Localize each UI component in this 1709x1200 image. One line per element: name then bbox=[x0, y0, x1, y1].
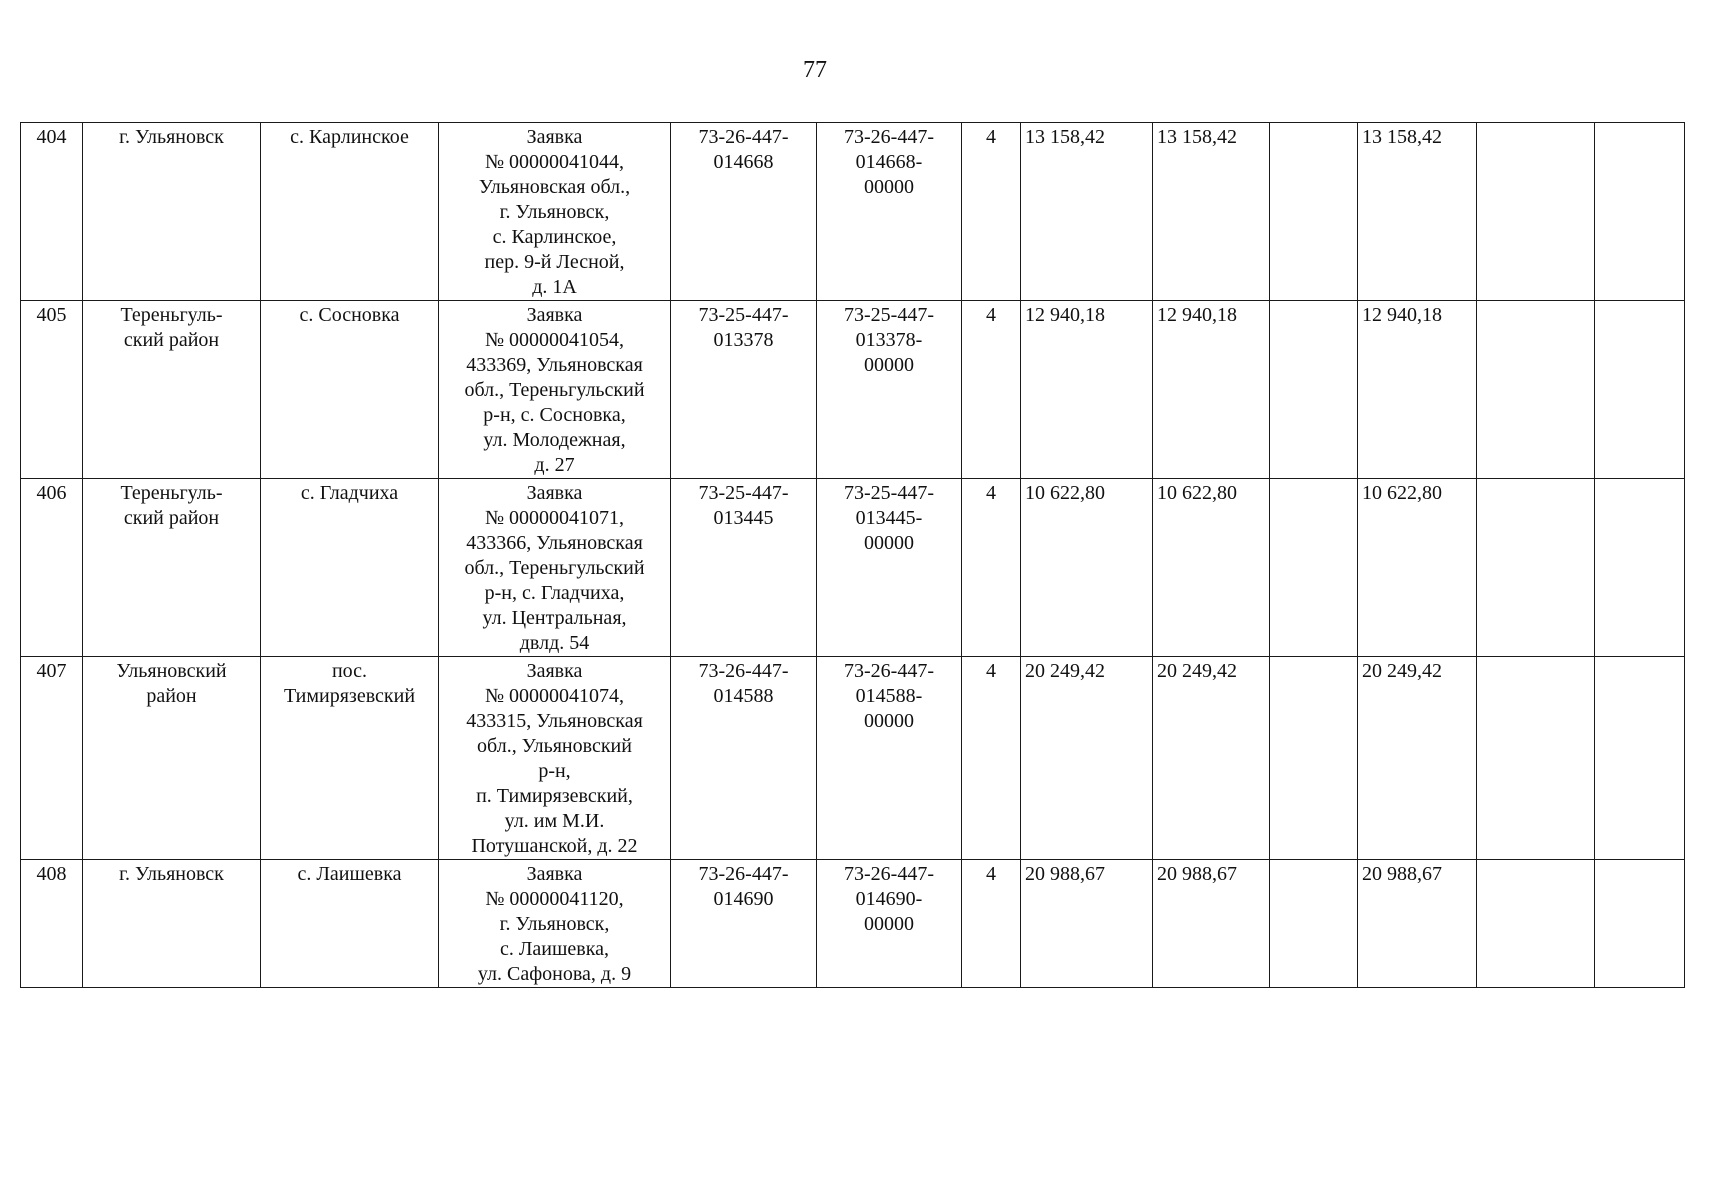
cell-extra-a bbox=[1477, 301, 1595, 479]
cell-district: Тереньгуль- ский район bbox=[83, 479, 261, 657]
cell-locality: пос. Тимирязевский bbox=[261, 657, 439, 860]
cell-address: Заявка № 00000041071, 433366, Ульяновская обл., Тереньгульский р-н, с. Гладчиха, ул. Центральная, двлд. 54 bbox=[439, 479, 671, 657]
cell-amount-d: 20 249,42 bbox=[1358, 657, 1477, 860]
cell-amount-b: 13 158,42 bbox=[1153, 123, 1270, 301]
cell-amount-a: 12 940,18 bbox=[1021, 301, 1153, 479]
cell-amount-c bbox=[1270, 479, 1358, 657]
table-row bbox=[21, 860, 1685, 988]
cell-extra-a bbox=[1477, 123, 1595, 301]
cell-address: Заявка № 00000041120, г. Ульяновск, с. Лаишевка, ул. Сафонова, д. 9 bbox=[439, 860, 671, 988]
cell-extra-b bbox=[1595, 657, 1685, 860]
cell-district: г. Ульяновск bbox=[83, 860, 261, 988]
cell-amount-b: 20 988,67 bbox=[1153, 860, 1270, 988]
cell-code: 73-26-447- 014668 bbox=[671, 123, 817, 301]
cell-code: 73-26-447- 014690 bbox=[671, 860, 817, 988]
cell-locality: с. Гладчиха bbox=[261, 479, 439, 657]
cell-amount-d: 13 158,42 bbox=[1358, 123, 1477, 301]
cell-locality: с. Лаишевка bbox=[261, 860, 439, 988]
cell-full-code: 73-25-447- 013378- 00000 bbox=[817, 301, 962, 479]
cell-district: г. Ульяновск bbox=[83, 123, 261, 301]
cell-address: Заявка № 00000041054, 433369, Ульяновская обл., Тереньгульский р-н, с. Сосновка, ул. Молодежная, д. 27 bbox=[439, 301, 671, 479]
cell-extra-b bbox=[1595, 860, 1685, 988]
cell-full-code: 73-26-447- 014588- 00000 bbox=[817, 657, 962, 860]
cell-amount-c bbox=[1270, 657, 1358, 860]
cell-amount-a: 13 158,42 bbox=[1021, 123, 1153, 301]
cell-number: 404 bbox=[21, 123, 83, 301]
cell-number: 405 bbox=[21, 301, 83, 479]
cell-full-code: 73-26-447- 014668- 00000 bbox=[817, 123, 962, 301]
cell-amount-d: 12 940,18 bbox=[1358, 301, 1477, 479]
cell-amount-c bbox=[1270, 123, 1358, 301]
cell-amount-d: 10 622,80 bbox=[1358, 479, 1477, 657]
cell-code: 73-25-447- 013445 bbox=[671, 479, 817, 657]
cell-full-code: 73-26-447- 014690- 00000 bbox=[817, 860, 962, 988]
cell-locality: с. Сосновка bbox=[261, 301, 439, 479]
table-row bbox=[21, 301, 1685, 479]
cell-extra-b bbox=[1595, 301, 1685, 479]
cell-amount-b: 20 249,42 bbox=[1153, 657, 1270, 860]
cell-extra-b bbox=[1595, 479, 1685, 657]
cell-locality: с. Карлинское bbox=[261, 123, 439, 301]
cell-number: 407 bbox=[21, 657, 83, 860]
cell-address: Заявка № 00000041074, 433315, Ульяновская обл., Ульяновский р-н, п. Тимирязевский, ул. им М.И. Потушанской, д. 22 bbox=[439, 657, 671, 860]
cell-amount-d: 20 988,67 bbox=[1358, 860, 1477, 988]
cell-code: 73-26-447- 014588 bbox=[671, 657, 817, 860]
cell-extra-a bbox=[1477, 860, 1595, 988]
cell-amount-a: 20 249,42 bbox=[1021, 657, 1153, 860]
cell-amount-b: 10 622,80 bbox=[1153, 479, 1270, 657]
cell-district: Ульяновский район bbox=[83, 657, 261, 860]
cell-count: 4 bbox=[962, 301, 1021, 479]
cell-district: Тереньгуль- ский район bbox=[83, 301, 261, 479]
cell-amount-a: 20 988,67 bbox=[1021, 860, 1153, 988]
cell-number: 408 bbox=[21, 860, 83, 988]
table-row bbox=[21, 657, 1685, 860]
cell-amount-c bbox=[1270, 860, 1358, 988]
cell-count: 4 bbox=[962, 657, 1021, 860]
cell-extra-b bbox=[1595, 123, 1685, 301]
cell-amount-b: 12 940,18 bbox=[1153, 301, 1270, 479]
cell-extra-a bbox=[1477, 479, 1595, 657]
cell-count: 4 bbox=[962, 479, 1021, 657]
cell-amount-c bbox=[1270, 301, 1358, 479]
cell-extra-a bbox=[1477, 657, 1595, 860]
cell-number: 406 bbox=[21, 479, 83, 657]
cell-count: 4 bbox=[962, 860, 1021, 988]
cell-code: 73-25-447- 013378 bbox=[671, 301, 817, 479]
page-number: 77 bbox=[803, 57, 827, 83]
document-table bbox=[20, 122, 1685, 988]
cell-full-code: 73-25-447- 013445- 00000 bbox=[817, 479, 962, 657]
cell-amount-a: 10 622,80 bbox=[1021, 479, 1153, 657]
table-row bbox=[21, 123, 1685, 301]
cell-count: 4 bbox=[962, 123, 1021, 301]
table-row bbox=[21, 479, 1685, 657]
cell-address: Заявка № 00000041044, Ульяновская обл., г. Ульяновск, с. Карлинское, пер. 9-й Лесной, д. 1А bbox=[439, 123, 671, 301]
